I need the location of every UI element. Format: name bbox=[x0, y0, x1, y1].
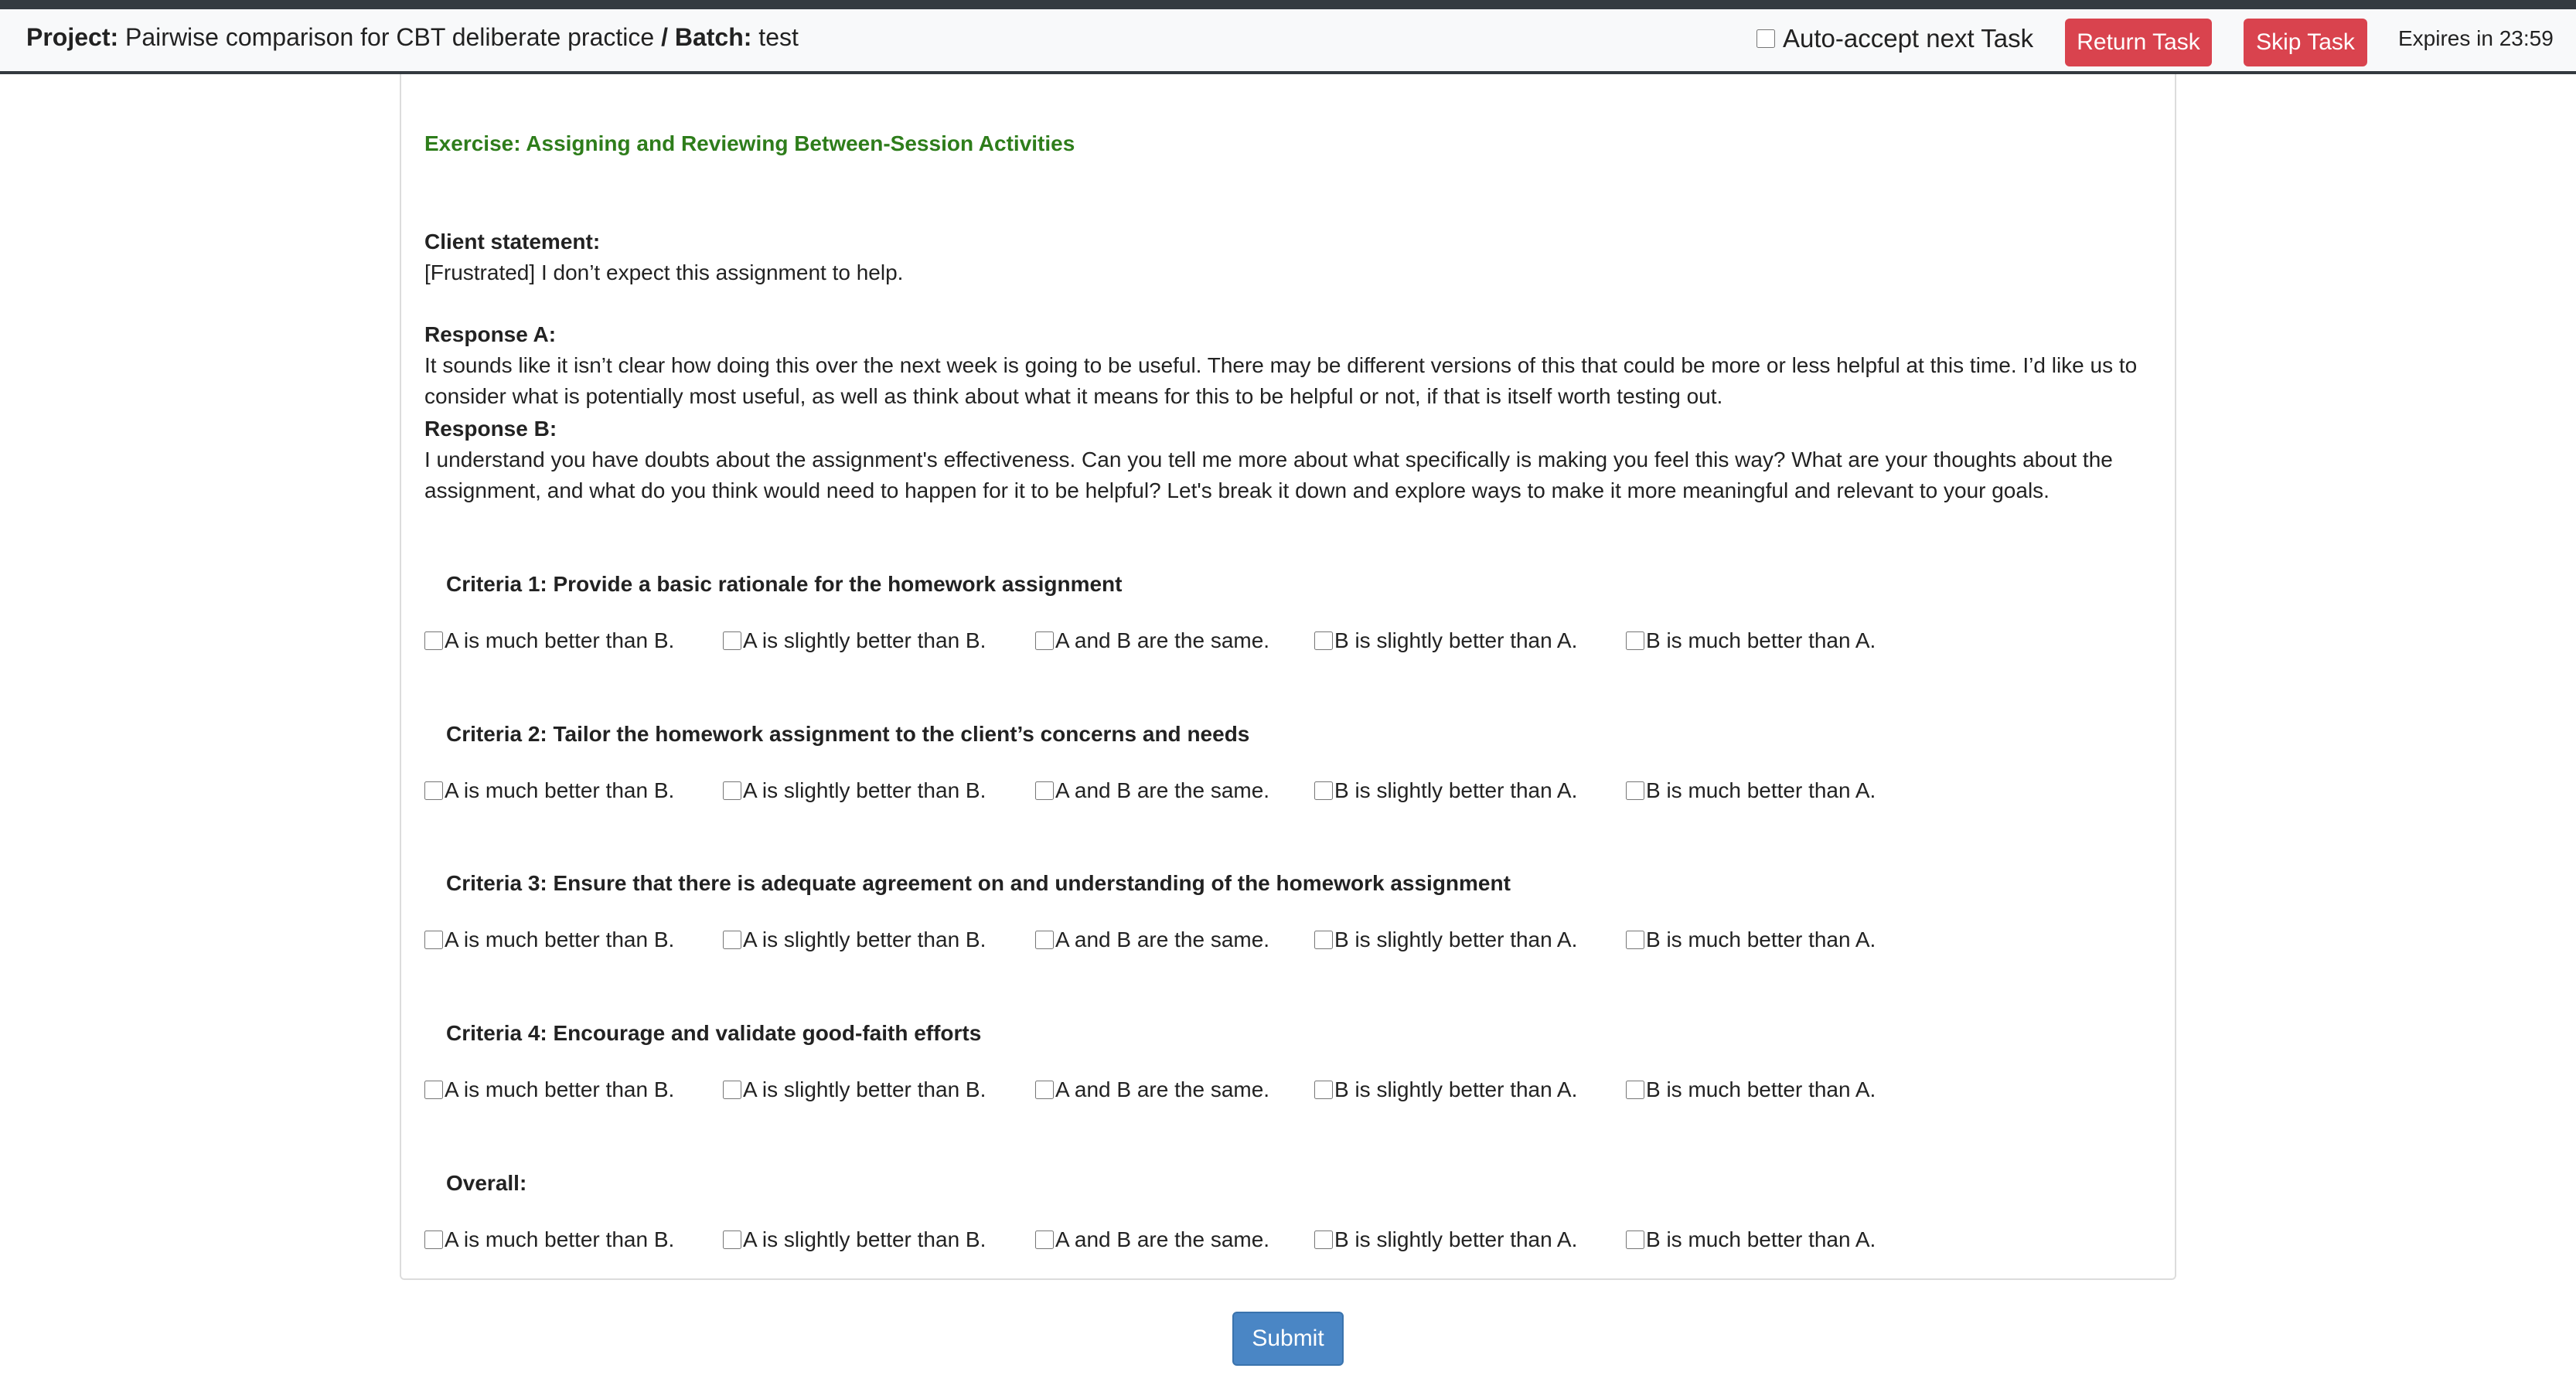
criteria-1-options bbox=[424, 625, 2164, 656]
option-checkbox[interactable] bbox=[1626, 1081, 1644, 1099]
option-label: A is much better than B. bbox=[445, 928, 675, 951]
option-checkbox[interactable] bbox=[723, 1231, 741, 1249]
option-label: A is slightly better than B. bbox=[743, 1077, 986, 1101]
auto-accept-checkbox[interactable] bbox=[1757, 29, 1775, 48]
return-task-button[interactable]: Return Task bbox=[2065, 19, 2212, 66]
option-checkbox[interactable] bbox=[424, 931, 443, 949]
option-label: B is slightly better than A. bbox=[1334, 928, 1578, 951]
option-checkbox[interactable] bbox=[1314, 631, 1333, 650]
option-checkbox[interactable] bbox=[1035, 931, 1054, 949]
criteria-2-option-4[interactable] bbox=[1314, 775, 1577, 806]
option-label: B is slightly better than A. bbox=[1334, 1077, 1578, 1101]
response-b-label: Response B: bbox=[424, 417, 557, 441]
option-label: B is slightly better than A. bbox=[1334, 778, 1578, 802]
option-label: B is slightly better than A. bbox=[1334, 628, 1578, 652]
option-label: B is much better than A. bbox=[1646, 628, 1876, 652]
option-checkbox[interactable] bbox=[723, 631, 741, 650]
option-label: A is much better than B. bbox=[445, 778, 675, 802]
option-checkbox[interactable] bbox=[723, 931, 741, 949]
overall-option-5[interactable] bbox=[1626, 1224, 1876, 1255]
criteria-1-option-2[interactable] bbox=[723, 625, 986, 656]
top-strip bbox=[0, 0, 2576, 9]
project-name: Pairwise comparison for CBT deliberate practice bbox=[125, 23, 655, 51]
exercise-title: Exercise: Assigning and Reviewing Between-Session Activities bbox=[424, 131, 1075, 155]
criteria-2-options bbox=[424, 775, 2164, 806]
client-statement-text: [Frustrated] I don’t expect this assignment to help. bbox=[424, 260, 904, 284]
option-label: B is slightly better than A. bbox=[1334, 1227, 1578, 1251]
response-a-text: It sounds like it isn’t clear how doing this over the next week is going to be useful. There may be different versions of this that could be more or less helpful at this time. I’d like us to consider what is potentially most useful, as well as think about what it means for this to be helpful or not, if that is itself worth testing out. bbox=[424, 353, 2138, 408]
option-checkbox[interactable] bbox=[1035, 631, 1054, 650]
option-checkbox[interactable] bbox=[1035, 1081, 1054, 1099]
option-checkbox[interactable] bbox=[1314, 931, 1333, 949]
option-label: A is slightly better than B. bbox=[743, 778, 986, 802]
option-label: B is much better than A. bbox=[1646, 1227, 1876, 1251]
option-checkbox[interactable] bbox=[424, 1231, 443, 1249]
option-checkbox[interactable] bbox=[1626, 781, 1644, 800]
criteria-4-option-2[interactable] bbox=[723, 1074, 986, 1105]
option-checkbox[interactable] bbox=[1314, 781, 1333, 800]
criteria-3-options bbox=[424, 924, 2164, 955]
criteria-1-option-5[interactable] bbox=[1626, 625, 1876, 656]
submit-button[interactable]: Submit bbox=[1232, 1312, 1344, 1366]
criteria-3-option-1[interactable] bbox=[424, 924, 674, 955]
criteria-3-option-5[interactable] bbox=[1626, 924, 1876, 955]
criteria-2-option-5[interactable] bbox=[1626, 775, 1876, 806]
criteria-4-option-5[interactable] bbox=[1626, 1074, 1876, 1105]
criteria-4-option-1[interactable] bbox=[424, 1074, 674, 1105]
criteria-4-option-4[interactable] bbox=[1314, 1074, 1577, 1105]
criteria-4-option-3[interactable] bbox=[1035, 1074, 1269, 1105]
criteria-3-option-3[interactable] bbox=[1035, 924, 1269, 955]
overall-option-1[interactable] bbox=[424, 1224, 674, 1255]
response-b-text: I understand you have doubts about the assignment's effectiveness. Can you tell me more about what specifically is making you feel this way? What are your thoughts about the assignment, and what do you think would need to happen for it to be helpful? Let's break it down and explore ways to make it more meaningful and relevant to your goals. bbox=[424, 448, 2113, 502]
project-batch-title bbox=[26, 22, 799, 53]
option-label: A is much better than B. bbox=[445, 1077, 675, 1101]
option-checkbox[interactable] bbox=[1626, 1231, 1644, 1249]
option-label: A and B are the same. bbox=[1055, 1227, 1270, 1251]
expires-timer: Expires in 23:59 bbox=[2398, 26, 2554, 50]
option-label: B is much better than A. bbox=[1646, 778, 1876, 802]
option-checkbox[interactable] bbox=[1314, 1231, 1333, 1249]
option-checkbox[interactable] bbox=[1035, 1231, 1054, 1249]
task-header bbox=[0, 9, 2576, 74]
option-checkbox[interactable] bbox=[1314, 1081, 1333, 1099]
title-separator: / bbox=[661, 23, 668, 51]
auto-accept-label: Auto-accept next Task bbox=[1783, 24, 2034, 53]
option-checkbox[interactable] bbox=[424, 781, 443, 800]
criteria-3-option-4[interactable] bbox=[1314, 924, 1577, 955]
overall-options bbox=[424, 1224, 2164, 1255]
option-label: A is slightly better than B. bbox=[743, 928, 986, 951]
criteria-2-option-2[interactable] bbox=[723, 775, 986, 806]
option-label: A is slightly better than B. bbox=[743, 628, 986, 652]
option-label: B is much better than A. bbox=[1646, 1077, 1876, 1101]
criteria-1-title: Criteria 1: Provide a basic rationale for the homework assignment bbox=[446, 572, 1123, 596]
criteria-1-option-4[interactable] bbox=[1314, 625, 1577, 656]
overall-option-4[interactable] bbox=[1314, 1224, 1577, 1255]
criteria-2-option-3[interactable] bbox=[1035, 775, 1269, 806]
option-checkbox[interactable] bbox=[1626, 631, 1644, 650]
option-label: B is much better than A. bbox=[1646, 928, 1876, 951]
overall-option-3[interactable] bbox=[1035, 1224, 1269, 1255]
criteria-2-title: Criteria 2: Tailor the homework assignment to the client’s concerns and needs bbox=[446, 722, 1250, 746]
client-statement-label: Client statement: bbox=[424, 230, 601, 254]
overall-option-2[interactable] bbox=[723, 1224, 986, 1255]
option-checkbox[interactable] bbox=[1626, 931, 1644, 949]
option-label: A is slightly better than B. bbox=[743, 1227, 986, 1251]
option-label: A and B are the same. bbox=[1055, 628, 1270, 652]
option-checkbox[interactable] bbox=[723, 1081, 741, 1099]
skip-task-button[interactable]: Skip Task bbox=[2244, 19, 2367, 66]
overall-title: Overall: bbox=[446, 1171, 527, 1195]
batch-name: test bbox=[758, 23, 799, 51]
criteria-1-option-3[interactable] bbox=[1035, 625, 1269, 656]
auto-accept-toggle[interactable] bbox=[1753, 23, 2033, 54]
criteria-4-options bbox=[424, 1074, 2164, 1105]
project-label: Project: bbox=[26, 23, 119, 51]
option-label: A is much better than B. bbox=[445, 1227, 675, 1251]
option-checkbox[interactable] bbox=[424, 631, 443, 650]
option-label: A and B are the same. bbox=[1055, 778, 1270, 802]
option-checkbox[interactable] bbox=[1035, 781, 1054, 800]
batch-label: Batch: bbox=[674, 23, 752, 51]
criteria-2-option-1[interactable] bbox=[424, 775, 674, 806]
criteria-3-option-2[interactable] bbox=[723, 924, 986, 955]
response-a-label: Response A: bbox=[424, 322, 557, 346]
criteria-1-option-1[interactable] bbox=[424, 625, 674, 656]
option-label: A and B are the same. bbox=[1055, 928, 1270, 951]
option-label: A is much better than B. bbox=[445, 628, 675, 652]
criteria-4-title: Criteria 4: Encourage and validate good-faith efforts bbox=[446, 1021, 982, 1045]
option-checkbox[interactable] bbox=[723, 781, 741, 800]
criteria-3-title: Criteria 3: Ensure that there is adequate agreement on and understanding of the homework assignment bbox=[446, 871, 1511, 895]
option-checkbox[interactable] bbox=[424, 1081, 443, 1099]
option-label: A and B are the same. bbox=[1055, 1077, 1270, 1101]
